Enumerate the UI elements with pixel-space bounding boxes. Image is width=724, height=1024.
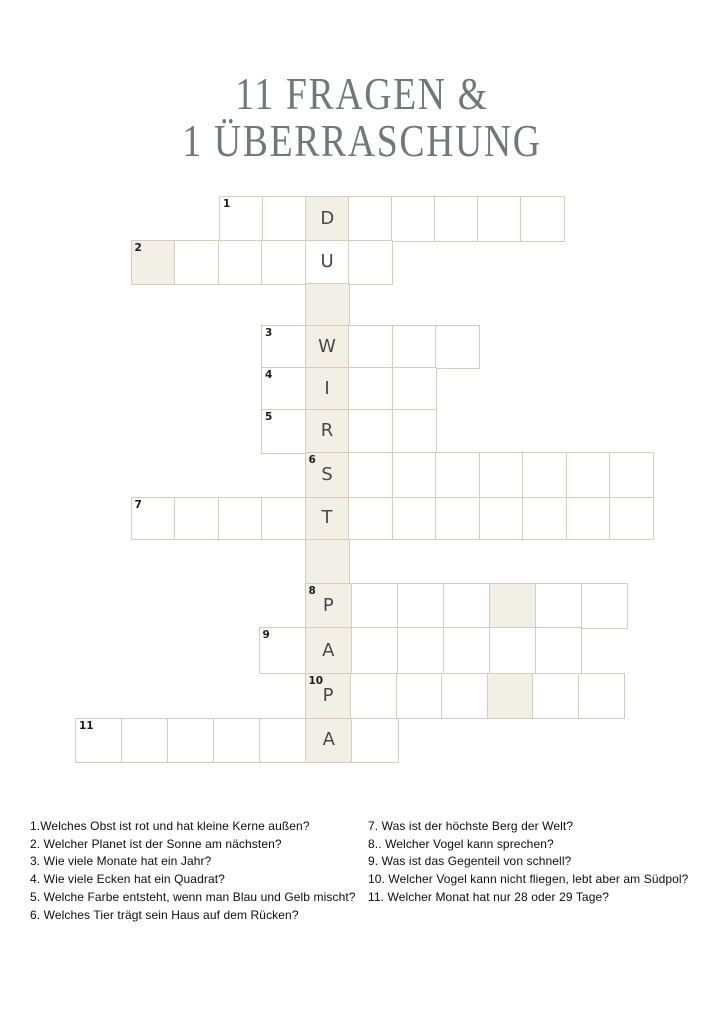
clue-number: 6: [308, 454, 316, 466]
solution-letter: P: [322, 594, 334, 616]
crossword-cell: [535, 627, 583, 674]
question-item: 9. Was ist das Gegenteil von schnell?: [368, 854, 572, 869]
clue-number: 1: [223, 198, 231, 210]
crossword-cell: [397, 627, 445, 674]
crossword-cell: [121, 718, 169, 764]
crossword-cell: [532, 673, 579, 720]
crossword-cell: [174, 240, 219, 285]
title-line-1: 11 FRAGEN &: [235, 68, 489, 119]
crossword-cell-letter: [305, 673, 352, 720]
crossword-cell: [566, 452, 611, 498]
crossword-cell: [392, 325, 437, 369]
crossword-cell: [262, 196, 307, 242]
crossword-cell: [435, 452, 480, 498]
crossword-cell: [131, 497, 176, 541]
crossword-cell: [489, 627, 537, 674]
crossword-cell-letter: [305, 409, 350, 454]
crossword-cell: [261, 409, 306, 454]
crossword-cell: [487, 673, 534, 720]
crossword-cell-letter: [305, 452, 350, 498]
crossword-cell-letter: [305, 240, 350, 285]
question-item: 7. Was ist der höchste Berg der Welt?: [368, 819, 574, 833]
crossword-cell: [392, 409, 437, 454]
crossword-cell: [391, 196, 436, 242]
crossword-cell: [443, 627, 491, 674]
solution-letter: T: [321, 507, 333, 529]
crossword-cell: [261, 367, 306, 411]
crossword-cell: [522, 452, 567, 498]
clue-number: 11: [79, 719, 94, 732]
crossword-cell: [261, 497, 306, 541]
question-item: 3. Wie viele Monate hat ein Jahr?: [30, 854, 212, 869]
crossword-cell: [259, 718, 307, 764]
crossword-cell: [348, 409, 393, 454]
questions-right: [368, 818, 688, 907]
crossword-cell: [520, 196, 565, 242]
crossword-cell: [477, 196, 522, 242]
crossword-cell: [435, 325, 480, 369]
clue-number: 4: [265, 369, 273, 381]
crossword-cell: [435, 497, 480, 541]
crossword-cell: [351, 627, 399, 674]
solution-letter: I: [324, 377, 330, 399]
clue-number: 10: [308, 674, 324, 687]
solution-letter: A: [322, 639, 335, 661]
crossword-cell: [609, 497, 654, 541]
crossword-cell: [261, 325, 306, 369]
clue-number: 7: [134, 498, 142, 511]
crossword-cell: [443, 583, 491, 629]
crossword-cell: [219, 196, 264, 242]
crossword-cell: [348, 196, 393, 242]
clue-number: 8: [308, 585, 316, 597]
crossword-cell-letter: [305, 718, 353, 764]
clue-number: 3: [265, 327, 273, 339]
crossword-cell: [609, 452, 654, 498]
clue-number: 9: [262, 629, 270, 641]
clue-number: 2: [134, 242, 142, 254]
crossword-cell: [348, 325, 393, 369]
crossword-cell: [392, 452, 437, 498]
crossword-cell: [261, 240, 306, 285]
crossword-cell: [305, 539, 350, 585]
crossword-cell: [174, 497, 219, 541]
crossword-cell: [259, 627, 307, 674]
crossword-cell: [522, 497, 567, 541]
crossword-cell: [397, 583, 445, 629]
solution-letter: U: [320, 251, 334, 273]
crossword-cell: [348, 240, 393, 285]
crossword-cell-letter: [305, 367, 350, 411]
solution-letter: W: [318, 335, 336, 357]
crossword-cell: [392, 367, 437, 411]
crossword-cell: [581, 583, 629, 629]
question-item: 8.. Welcher Vogel kann sprechen?: [368, 836, 554, 851]
crossword-cell: [351, 583, 399, 629]
crossword-cell: [348, 452, 393, 498]
crossword-cell: [441, 673, 488, 720]
crossword-cell: [392, 497, 437, 541]
crossword-cell: [566, 497, 611, 541]
question-item: 1.Welches Obst ist rot und hat kleine Kerne außen?: [30, 819, 310, 833]
crossword-cell: [131, 240, 176, 285]
question-item: 2. Welcher Planet ist der Sonne am nächsten?: [30, 836, 282, 851]
solution-letter: P: [322, 684, 334, 706]
solution-letter: D: [320, 207, 335, 229]
solution-letter: A: [322, 729, 335, 751]
crossword-cell: [535, 583, 583, 629]
clue-number: 5: [265, 411, 273, 423]
question-item: 6. Welches Tier trägt sein Haus auf dem Rücken?: [30, 907, 299, 922]
crossword-cell: [218, 497, 263, 541]
crossword-cell: [479, 497, 524, 541]
question-item: 4. Wie viele Ecken hat ein Quadrat?: [30, 872, 225, 887]
crossword-cell: [305, 283, 350, 327]
crossword-cell: [351, 718, 399, 764]
crossword-cell: [213, 718, 261, 764]
crossword-cell-letter: [305, 325, 350, 369]
question-item: 5. Welche Farbe entsteht, wenn man Blau und Gelb mischt?: [30, 889, 356, 904]
solution-letter: R: [320, 420, 334, 442]
crossword-cell: [75, 718, 123, 764]
crossword-cell-letter: [305, 627, 353, 674]
crossword-cell: [348, 367, 393, 411]
crossword-cell: [218, 240, 263, 285]
crossword-cell: [434, 196, 479, 242]
crossword-cell: [350, 673, 397, 720]
crossword-cell: [578, 673, 625, 720]
crossword-cell: [479, 452, 524, 498]
title-line-2: 1 ÜBERRASCHUNG: [182, 115, 542, 166]
crossword-cell: [396, 673, 443, 720]
crossword-cell: [348, 497, 393, 541]
crossword-cell-letter: [305, 583, 353, 629]
solution-letter: S: [321, 464, 333, 486]
question-item: 11. Welcher Monat hat nur 28 oder 29 Tage?: [368, 889, 610, 904]
crossword-cell-letter: [305, 497, 350, 541]
question-item: 10. Welcher Vogel kann nicht fliegen, lebt aber am Südpol?: [368, 872, 689, 887]
crossword-cell-letter: [305, 196, 350, 242]
questions-left: [30, 818, 356, 924]
crossword-cell: [167, 718, 215, 764]
crossword-cell: [489, 583, 537, 629]
